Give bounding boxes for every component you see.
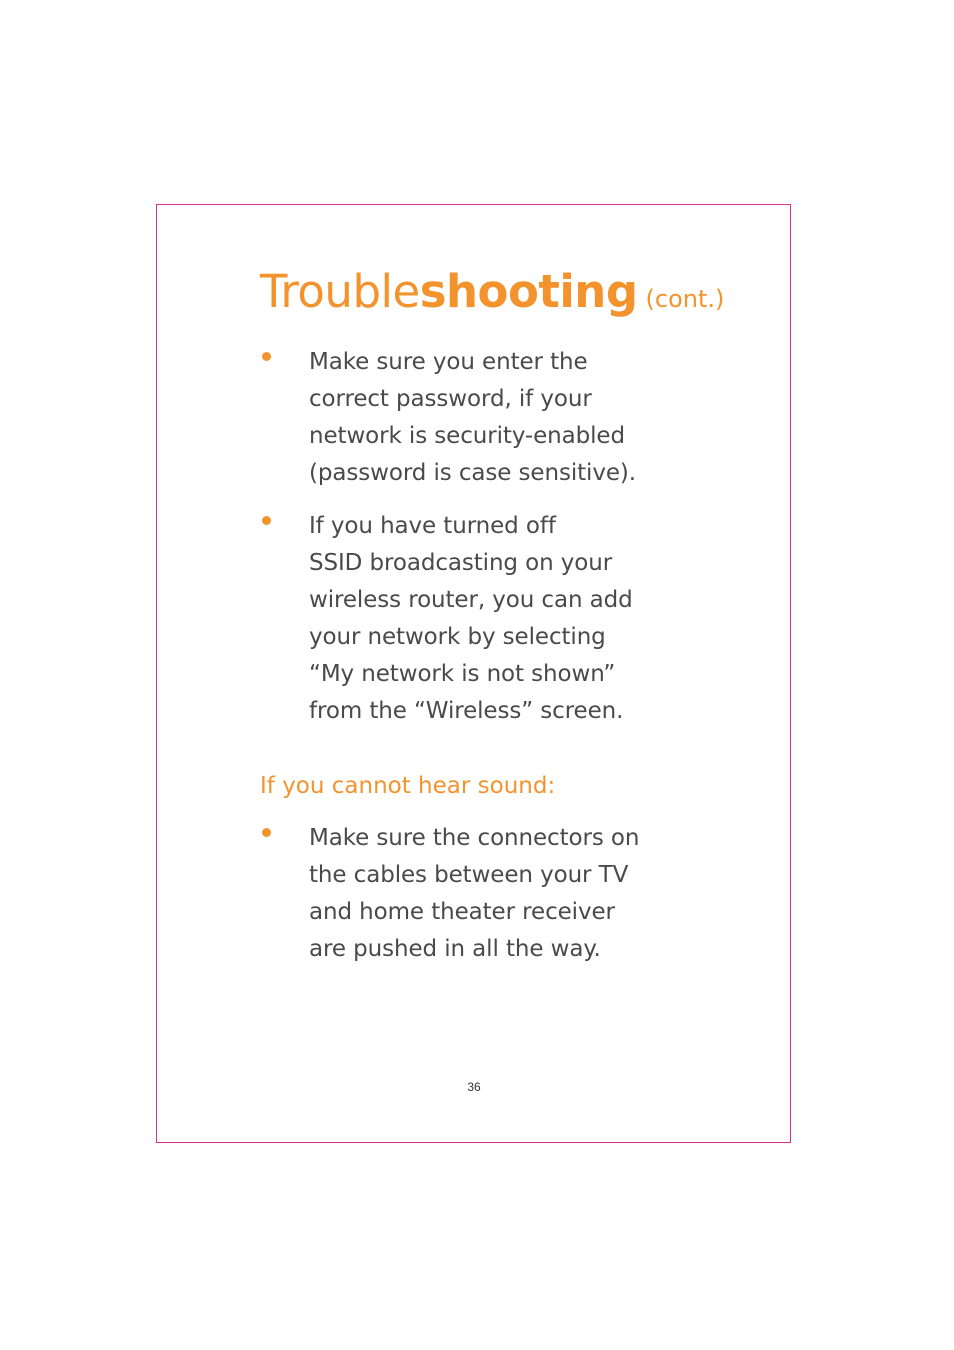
troubleshooting-list-sound xyxy=(260,820,680,984)
list-item xyxy=(260,344,680,492)
bullet-icon xyxy=(262,516,271,525)
page-number: 36 xyxy=(467,1080,481,1094)
list-item-text: Make sure you enter the correct password, if your network is security-enabled (password is case sensitive). xyxy=(309,349,636,486)
list-item xyxy=(260,508,680,730)
title-light-part: Trouble xyxy=(260,265,420,318)
page-title xyxy=(260,262,724,329)
list-item xyxy=(260,820,680,968)
troubleshooting-list-network xyxy=(260,344,680,746)
title-bold-part: shooting xyxy=(419,265,638,318)
bullet-icon xyxy=(262,828,271,837)
list-item-text: If you have turned off SSID broadcasting on your wireless router, you can add your network by selecting “My network is not shown” from the “Wireless” screen. xyxy=(309,513,633,724)
bullet-icon xyxy=(262,352,271,361)
section-heading-no-sound: If you cannot hear sound: xyxy=(260,773,556,799)
list-item-text: Make sure the connectors on the cables between your TV and home theater receiver are pushed in all the way. xyxy=(309,825,640,962)
title-continued-label: (cont.) xyxy=(645,285,725,313)
